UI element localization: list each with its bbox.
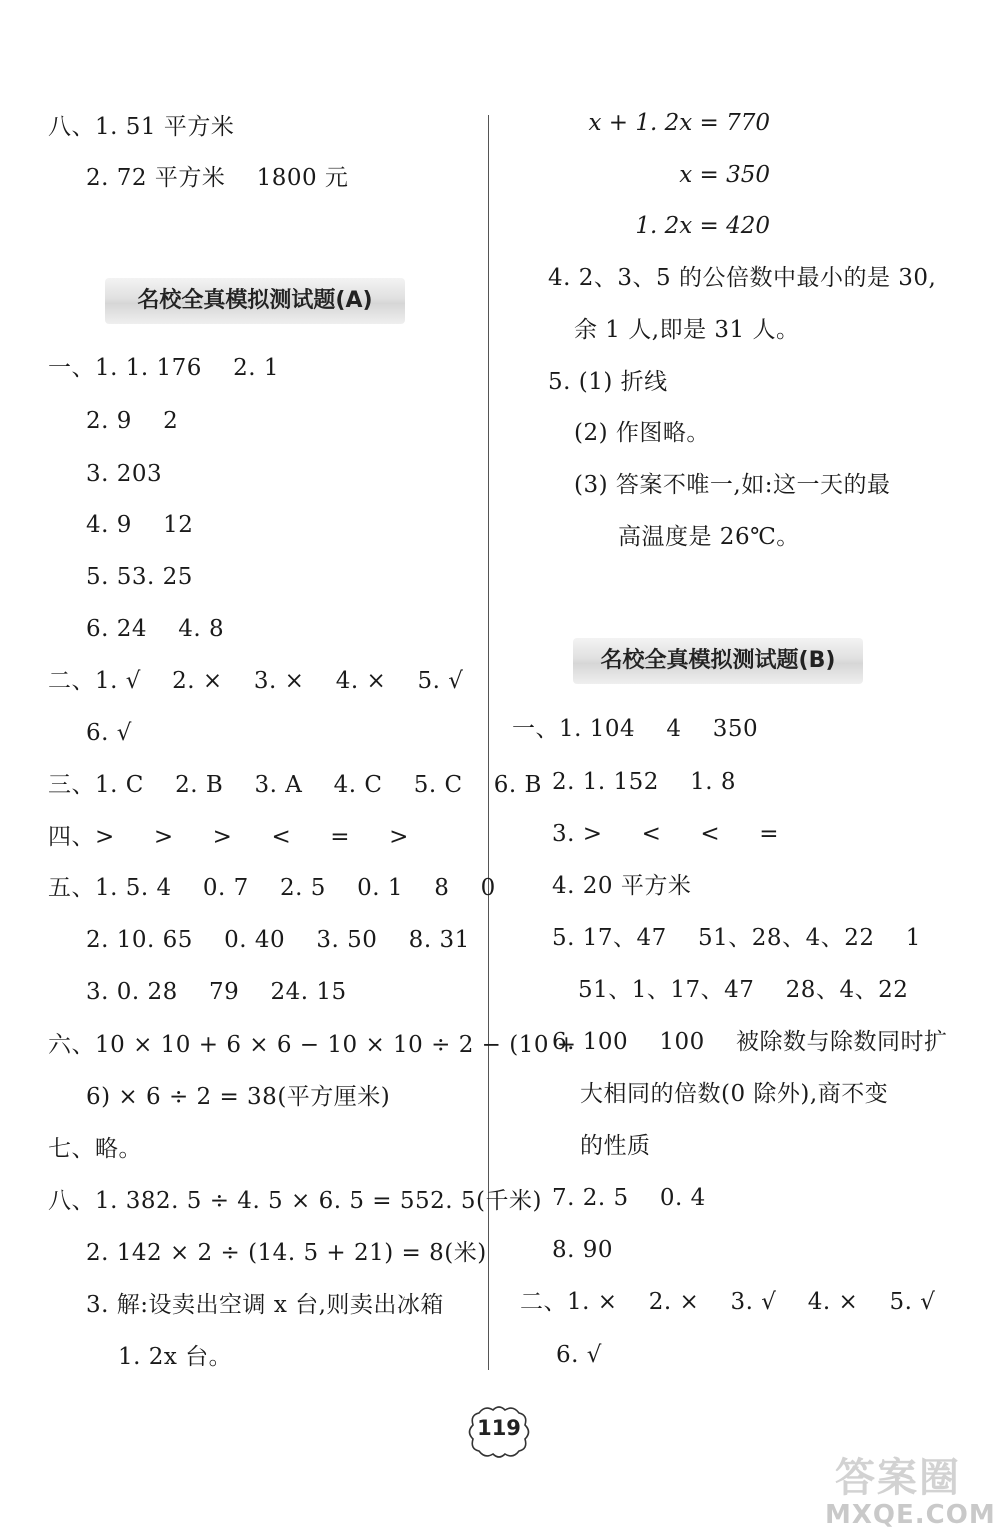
left-liu-2: 6) × 6 ÷ 2 = 38(平方厘米) bbox=[86, 1084, 391, 1110]
watermark-url: MXQE.COM bbox=[825, 1500, 996, 1530]
left-er-2: 6. √ bbox=[86, 720, 132, 746]
page-number: 119 bbox=[477, 1416, 521, 1440]
left-ba-3a: 3. 解:设卖出空调 x 台,则卖出冰箱 bbox=[86, 1292, 444, 1318]
left-ba-prev-2: 2. 72 平方米 1800 元 bbox=[86, 165, 349, 191]
right-b-er-1: 二、1. × 2. × 3. √ 4. × 5. √ bbox=[520, 1289, 936, 1315]
left-yi-5: 5. 53. 25 bbox=[86, 564, 193, 590]
watermark-logo: 答案圈 bbox=[835, 1455, 961, 1501]
right-b-yi-1: 一、1. 104 4 350 bbox=[512, 716, 759, 742]
left-yi-4: 4. 9 12 bbox=[86, 512, 194, 538]
right-q5-d: 高温度是 26℃。 bbox=[618, 524, 800, 550]
left-er-1: 二、1. √ 2. × 3. × 4. × 5. √ bbox=[48, 668, 464, 694]
left-yi-2: 2. 9 2 bbox=[86, 408, 179, 434]
right-b-yi-8: 8. 90 bbox=[552, 1237, 614, 1263]
right-q4-a: 4. 2、3、5 的公倍数中最小的是 30, bbox=[548, 265, 937, 291]
right-b-yi-4: 4. 20 平方米 bbox=[552, 873, 692, 899]
left-ba-prev-1: 八、1. 51 平方米 bbox=[48, 114, 235, 140]
left-ba-2: 2. 142 × 2 ÷ (14. 5 + 21) = 8(米) bbox=[86, 1240, 487, 1266]
right-b-yi-2: 2. 1. 152 1. 8 bbox=[552, 769, 737, 795]
section-title-b: 名校全真模拟测试题(B) bbox=[573, 638, 863, 684]
left-liu-1: 六、10 × 10 + 6 × 6 − 10 × 10 ÷ 2 − (10 + bbox=[48, 1032, 577, 1058]
left-ba-3b: 1. 2x 台。 bbox=[118, 1344, 233, 1370]
left-san: 三、1. C 2. B 3. A 4. C 5. C 6. B bbox=[48, 772, 542, 798]
left-ba-1: 八、1. 382. 5 ÷ 4. 5 × 6. 5 = 552. 5(千米) bbox=[48, 1188, 542, 1214]
section-title-a: 名校全真模拟测试题(A) bbox=[105, 278, 405, 324]
right-q5-c: (3) 答案不唯一,如:这一天的最 bbox=[574, 472, 891, 498]
right-equation-2: x = 350 bbox=[679, 162, 770, 188]
right-q5-b: (2) 作图略。 bbox=[574, 420, 710, 446]
right-b-yi-7: 7. 2. 5 0. 4 bbox=[552, 1185, 706, 1211]
right-equation-3: 1. 2x = 420 bbox=[635, 213, 770, 239]
right-b-yi-6c: 的性质 bbox=[580, 1133, 651, 1159]
right-b-yi-5b: 51、1、17、47 28、4、22 bbox=[578, 977, 909, 1003]
right-b-yi-3: 3. > < < = bbox=[552, 821, 780, 847]
left-yi-6: 6. 24 4. 8 bbox=[86, 616, 225, 642]
left-wu-2: 2. 10. 65 0. 40 3. 50 8. 31 bbox=[86, 927, 470, 953]
left-wu-1: 五、1. 5. 4 0. 7 2. 5 0. 1 8 0 bbox=[48, 875, 496, 901]
left-yi-3: 3. 203 bbox=[86, 461, 163, 487]
left-wu-3: 3. 0. 28 79 24. 15 bbox=[86, 979, 347, 1005]
left-yi-1: 一、1. 1. 176 2. 1 bbox=[48, 355, 280, 381]
right-b-yi-5a: 5. 17、47 51、28、4、22 1 bbox=[552, 925, 921, 951]
left-si: 四、> > > < = > bbox=[48, 824, 409, 850]
right-b-yi-6b: 大相同的倍数(0 除外),商不变 bbox=[580, 1081, 889, 1107]
right-q4-b: 余 1 人,即是 31 人。 bbox=[574, 317, 800, 343]
right-b-er-2: 6. √ bbox=[556, 1342, 602, 1368]
left-qi: 七、略。 bbox=[48, 1136, 142, 1162]
column-divider bbox=[488, 115, 489, 1370]
right-q5-a: 5. (1) 折线 bbox=[548, 369, 668, 395]
right-equation-1: x + 1. 2x = 770 bbox=[588, 110, 770, 136]
right-b-yi-6a: 6. 100 100 被除数与除数同时扩 bbox=[552, 1029, 948, 1055]
